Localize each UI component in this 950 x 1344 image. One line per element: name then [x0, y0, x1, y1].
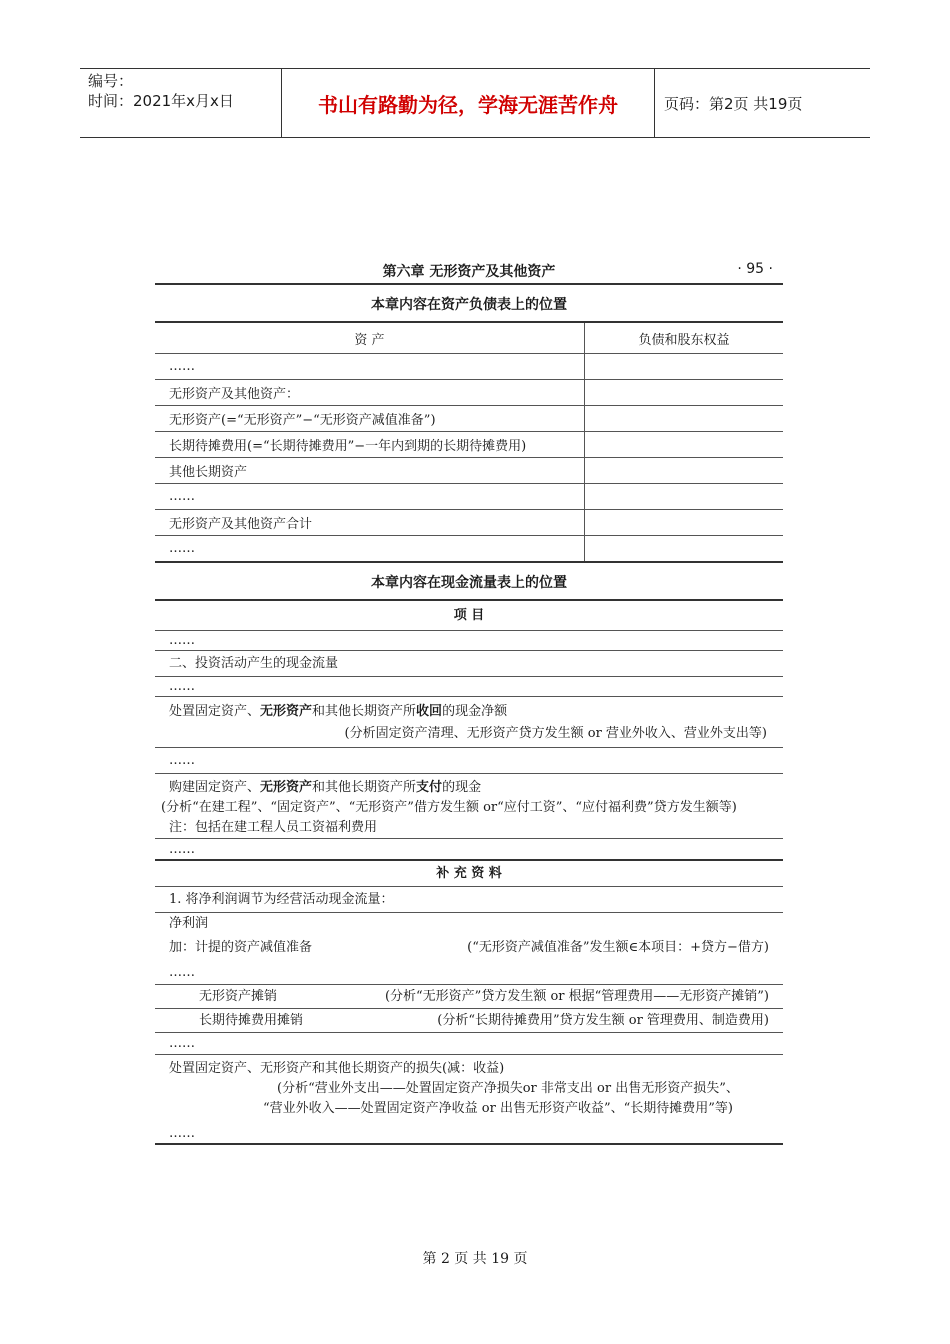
ellipsis-row: …… [155, 839, 783, 861]
supplement-heading: 补 充 资 料 [155, 861, 783, 887]
header-motto: 书山有路勤为径，学海无涯苦作舟 [282, 69, 655, 137]
document-header [80, 68, 870, 138]
table-row: 无形资产及其他资产合计 [155, 510, 783, 536]
scanned-page [155, 255, 783, 1145]
chapter-title: 第六章 无形资产及其他资产 [382, 264, 556, 280]
ellipsis-row: …… [155, 961, 783, 985]
ellipsis-row: …… [155, 748, 783, 774]
investing-heading: 二、投资活动产生的现金流量 [155, 651, 783, 677]
disposal-line: 处置固定资产、无形资产和其他长期资产所收回的现金净额 [169, 704, 508, 719]
loss-label: 处置固定资产、无形资产和其他长期资产的损失(减：收益) [169, 1061, 505, 1076]
ellipsis-row: …… [155, 1033, 783, 1055]
page-footer: 第 2 页 共 19 页 [422, 1251, 528, 1267]
table-row: 无形资产及其他资产： [155, 380, 783, 406]
table-row: …… [155, 484, 783, 510]
loss-note2: “营业外收入——处置固定资产净收益 or 出售无形资产收益”、“长期待摊费用”等) [263, 1101, 733, 1116]
number-label: 编号： [88, 72, 134, 90]
date-label: 时间：2021年x月x日 [88, 92, 234, 110]
recon-heading: 1. 将净利润调节为经营活动现金流量： [155, 887, 783, 913]
ellipsis-row: …… [155, 631, 783, 651]
header-meta [80, 69, 282, 137]
amortization-row: 无形资产摊销 (分析“无形资产”贷方发生额 or 根据“管理费用——无形资产摊销”) [155, 985, 783, 1009]
balance-sheet-title: 本章内容在资产负债表上的位置 [155, 285, 783, 323]
net-profit: 净利润 [169, 916, 209, 931]
purchase-block [155, 774, 783, 839]
table-row: …… [155, 536, 783, 563]
purchase-note2: 注：包括在建工程人员工资福利费用 [169, 820, 378, 835]
add-impairment-note: (“无形资产减值准备”发生额∈本项目：+贷方−借方) [467, 940, 769, 955]
table-row: 无形资产(=“无形资产”−“无形资产减值准备”) [155, 406, 783, 432]
col-liabilities: 负债和股东权益 [585, 323, 784, 354]
cash-flow-title: 本章内容在现金流量表上的位置 [155, 563, 783, 601]
table-row: 长期待摊费用(=“长期待摊费用”−一年内到期的长期待摊费用) [155, 432, 783, 458]
ellipsis-row: …… [155, 677, 783, 697]
add-impairment-row: 加：计提的资产减值准备 (“无形资产减值准备”发生额∈本项目：+贷方−借方) [155, 935, 783, 961]
chapter-header [155, 255, 783, 285]
header-page-info: 页码：第2页 共19页 [664, 94, 803, 113]
loss-block [155, 1055, 783, 1123]
ellipsis-row: …… [155, 1123, 783, 1145]
book-page-number: · 95 · [737, 261, 773, 277]
disposal-block [155, 697, 783, 748]
table-row: 其他长期资产 [155, 458, 783, 484]
loss-note1: (分析“营业外支出——处置固定资产净损失or 非常支出 or 出售无形资产损失”、 [277, 1081, 739, 1096]
disposal-note: (分析固定资产清理、无形资产贷方发生额 or 营业外收入、营业外支出等) [344, 726, 767, 741]
col-assets: 资 产 [155, 323, 585, 354]
balance-sheet-table [155, 323, 783, 563]
col-item: 项 目 [155, 601, 783, 631]
purchase-note: (分析“在建工程”、“固定资产”、“无形资产”借方发生额 or“应付工资”、“应付福利费”贷方发生额等) [161, 800, 737, 815]
table-row: …… [155, 354, 783, 380]
long-term-prepaid-row: 长期待摊费用摊销 (分析“长期待摊费用”贷方发生额 or 管理费用、制造费用) [155, 1009, 783, 1033]
purchase-line: 购建固定资产、无形资产和其他长期资产所支付的现金 [169, 780, 482, 795]
